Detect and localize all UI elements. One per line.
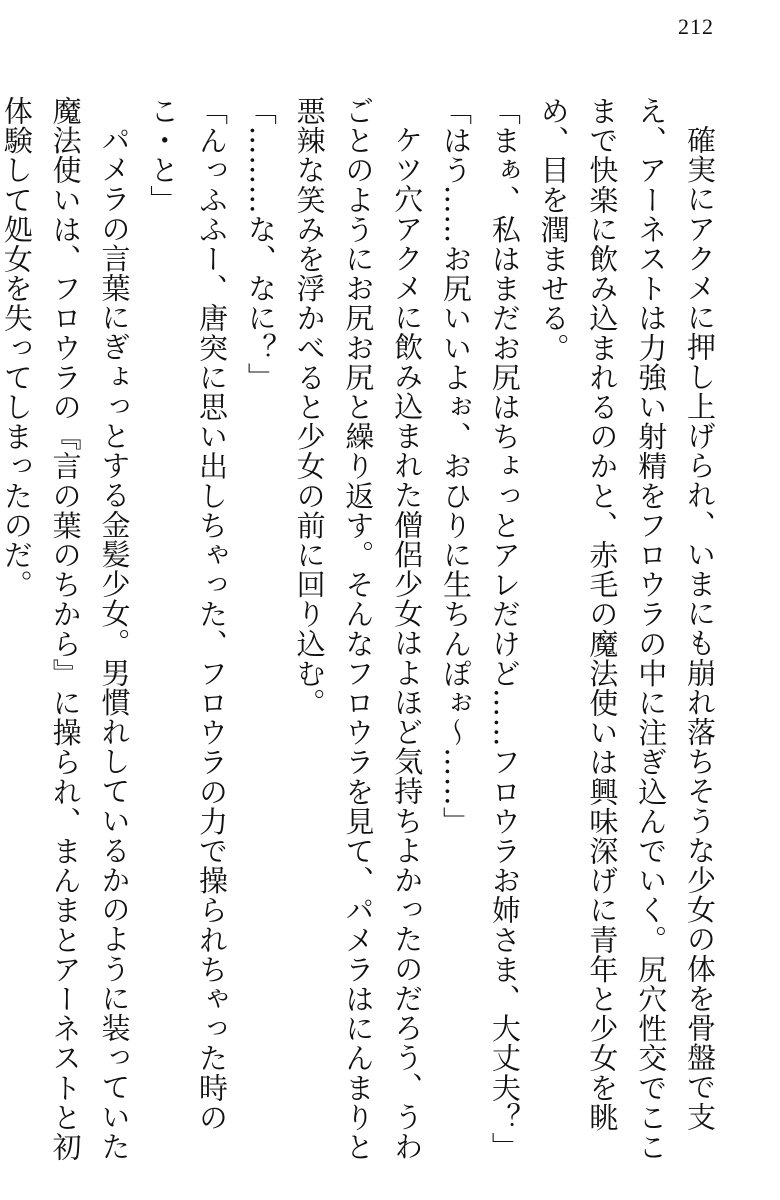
paragraph-2-dialogue: 「まぁ、私はまだお尻はちょっとアレだけど……フロウラお姉さま、大丈夫？」	[487, 96, 522, 1162]
paragraph-6-dialogue: 「んっふふー、唐突に思い出しちゃった、フロウラの力で操られちゃった時のこ・と」	[146, 96, 230, 1132]
paragraph-5-dialogue: 「………な、なに？」	[243, 96, 278, 392]
page-number: 212	[678, 14, 714, 39]
paragraph-4: ケツ穴アクメに飲み込まれた僧侶少女はよほど気持ちよかったのだろう、うわごとのようにお尻お尻と繰り返す。そんなフロウラを見て、パメラはにんまりと悪辣な笑みを浮かべると少女の前に回り込む。	[292, 96, 425, 1162]
paragraph-7: パメラの言葉にぎょっとする金髪少女。男慣れしているかのように装っていた魔法使いは、フロウラの『言の葉のちから』に操られ、まんまとアーネストと初体験して処女を失ってしまったのだ。	[0, 96, 132, 1162]
novel-text-body	[0, 96, 724, 1180]
paragraph-3-dialogue: 「はう……お尻いいよぉ、おひりに生ちんぽぉ〜……」	[439, 96, 474, 836]
paragraph-1: 確実にアクメに押し上げられ、いまにも崩れ落ちそうな少女の体を骨盤で支え、アーネストは力強い射精をフロウラの中に注ぎ込んでいく。尻穴性交でここまで快楽に飲み込まれるのかと、赤毛の魔法使いは興味深げに青年と少女を眺め、目を潤ませる。	[536, 96, 717, 1162]
